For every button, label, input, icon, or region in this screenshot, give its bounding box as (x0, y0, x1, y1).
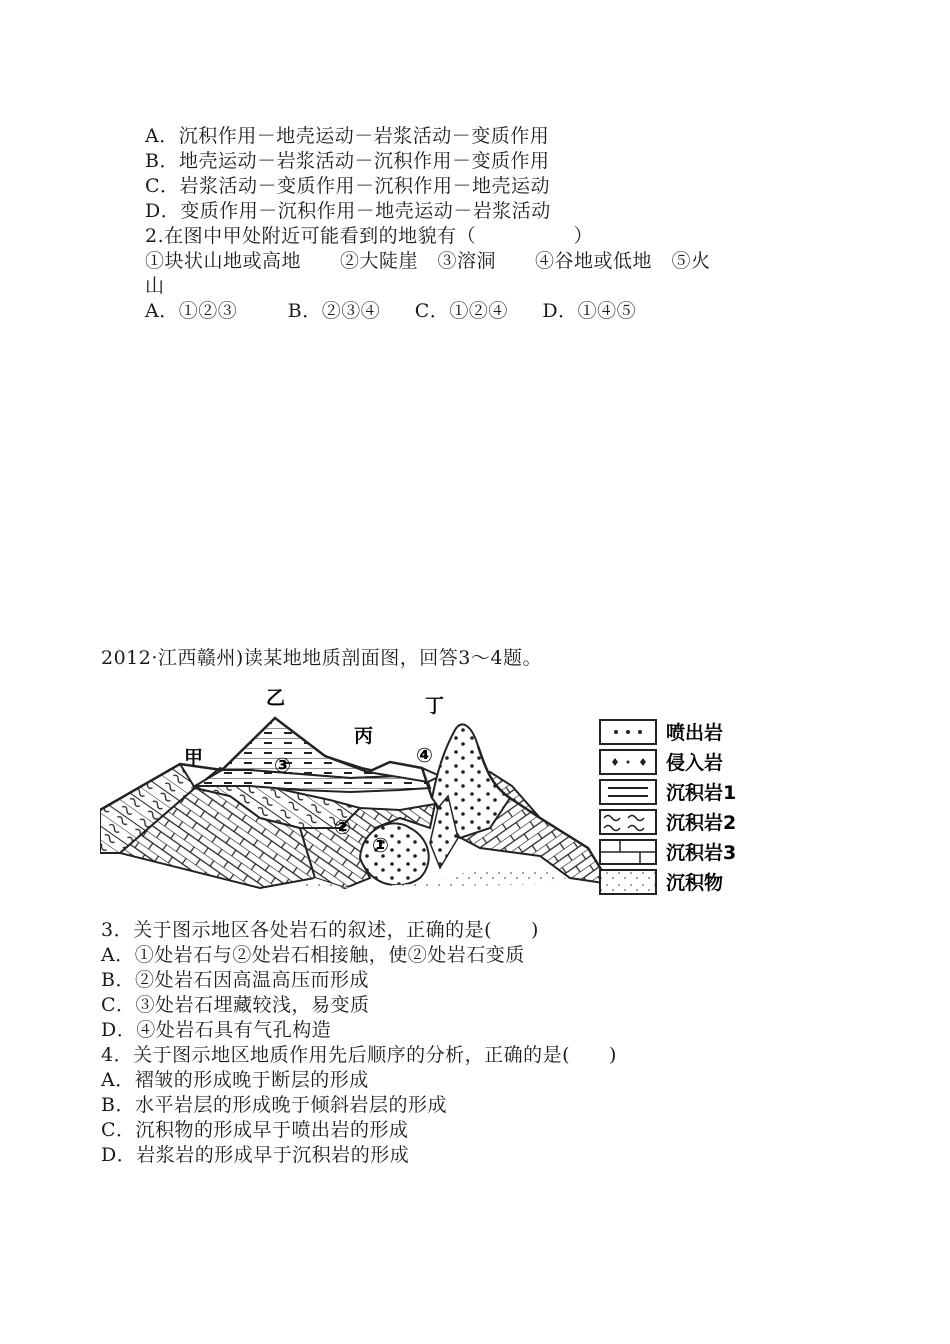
label-num-2: ② (334, 815, 351, 839)
q4-option-d: D．岩浆岩的形成早于沉积岩的形成 (101, 1144, 410, 1166)
section-intro: 2012·江西赣州)读某地地质剖面图，回答3～4题。 (101, 647, 542, 669)
label-ding: 丁 (425, 695, 445, 717)
q2-stem: 2.在图中甲处附近可能看到的地貌有（ ） (145, 225, 594, 247)
q1-option-b: B．地壳运动－岩浆活动－沉积作用－变质作用 (145, 150, 550, 172)
q2-items-line1: ①块状山地或高地 ②大陡崖 ③溶洞 ④谷地或低地 ⑤火 (145, 250, 711, 272)
q4-stem: 4．关于图示地区地质作用先后顺序的分析，正确的是( ) (101, 1044, 617, 1066)
q1-option-d: D．变质作用－沉积作用－地壳运动－岩浆活动 (145, 200, 551, 222)
label-num-4: ④ (416, 743, 433, 767)
label-bing: 丙 (354, 725, 374, 747)
q2-option-a: A．①②③ (145, 300, 238, 322)
q2-options (145, 299, 636, 324)
legend (600, 720, 736, 894)
q3-option-c: C．③处岩石埋藏较浅，易变质 (101, 994, 370, 1016)
label-yi: 乙 (266, 687, 286, 709)
q3-option-d: D．④处岩石具有气孔构造 (101, 1019, 332, 1041)
legend-intrusive: 侵入岩 (666, 752, 724, 774)
q4-option-a: A．褶皱的形成晚于断层的形成 (101, 1069, 369, 1091)
legend-extrusive: 喷出岩 (666, 722, 724, 744)
q2-items-line2: 山 (145, 275, 165, 297)
q2-option-d: D．①④⑤ (542, 300, 637, 322)
q3-option-a: A．①处岩石与②处岩石相接触，使②处岩石变质 (101, 944, 525, 966)
legend-sedimentary-3: 沉积岩3 (666, 842, 737, 864)
legend-sediment: 沉积物 (666, 872, 724, 894)
q2-option-b: B．②③④ (287, 300, 381, 322)
label-num-1: ① (372, 833, 389, 857)
q2-option-c: C．①②④ (414, 300, 508, 322)
q4-option-c: C．沉积物的形成早于喷出岩的形成 (101, 1119, 409, 1141)
q3-option-b: B．②处岩石因高温高压而形成 (101, 969, 369, 991)
label-num-3: ③ (274, 753, 291, 777)
label-jia: 甲 (184, 747, 204, 769)
legend-sedimentary-1: 沉积岩1 (666, 782, 737, 804)
geologic-cross-section-figure (100, 678, 765, 910)
legend-sedimentary-2: 沉积岩2 (666, 812, 737, 834)
q3-stem: 3．关于图示地区各处岩石的叙述，正确的是( ) (101, 919, 539, 941)
q4-option-b: B．水平岩层的形成晚于倾斜岩层的形成 (101, 1094, 447, 1116)
q1-option-c: C．岩浆活动－变质作用－沉积作用－地壳运动 (145, 175, 551, 197)
q1-option-a: A．沉积作用－地壳运动－岩浆活动－变质作用 (145, 125, 550, 147)
